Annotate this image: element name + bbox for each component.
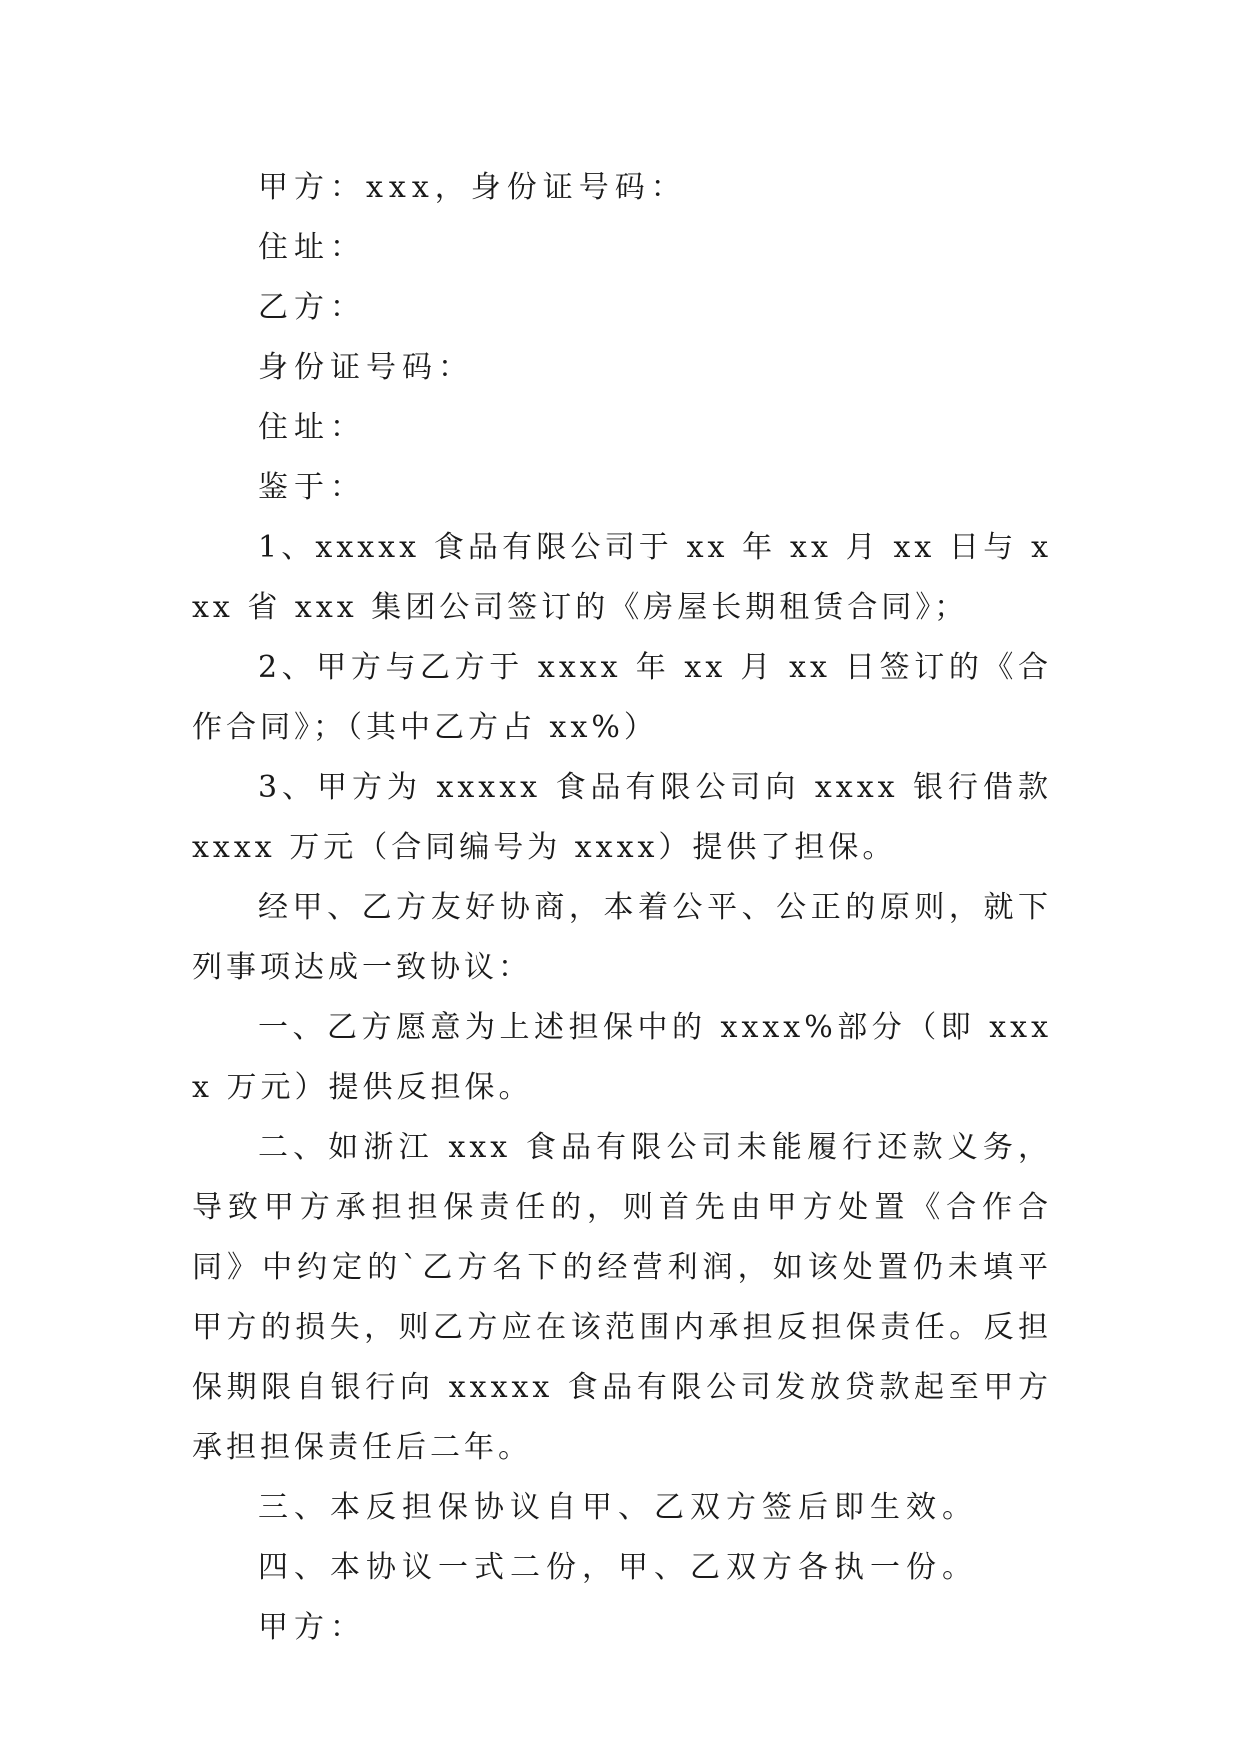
party-a-address-line: 住址： [258, 230, 366, 265]
party-a-signature-line: 甲方： [258, 1610, 366, 1645]
agreement-preamble: 经甲、乙方友好协商，本着公平、公正的原则，就下列事项达成一致协议： [192, 890, 1052, 985]
clause-3: 三、本反担保协议自甲、乙双方签后即生效。 [258, 1490, 978, 1525]
recital-1: 1、xxxxx 食品有限公司于 xx 年 xx 月 xx 日与 xxx 省 xxx 集团公司签订的《房屋长期租赁合同》； [192, 530, 1052, 625]
clause-2: 二、如浙江 xxx 食品有限公司未能履行还款义务，导致甲方承担担保责任的，则首先由甲方处置《合作合同》中约定的`乙方名下的经营利润，如该处置仍未填平甲方的损失，则乙方应在该范围内承担反担保责任。反担保期限自银行向 xxxxx 食品有限公司发放贷款起至甲方承担担保责任后二年。 [192, 1130, 1052, 1465]
party-b-line: 乙方： [258, 290, 366, 325]
whereas-heading: 鉴于： [258, 470, 366, 505]
party-b-id-line: 身份证号码： [258, 350, 474, 385]
clause-4: 四、本协议一式二份，甲、乙双方各执一份。 [258, 1550, 978, 1585]
party-a-id-line: 甲方：xxx，身份证号码： [258, 170, 687, 205]
recital-2: 2、甲方与乙方于 xxxx 年 xx 月 xx 日签订的《合作合同》；（其中乙方占 xx%） [192, 650, 1052, 745]
document-body [192, 158, 1052, 1658]
clause-1: 一、乙方愿意为上述担保中的 xxxx%部分（即 xxxx 万元）提供反担保。 [192, 1010, 1052, 1105]
recital-3: 3、甲方为 xxxxx 食品有限公司向 xxxx 银行借款 xxxx 万元（合同编号为 xxxx）提供了担保。 [192, 770, 1052, 865]
party-b-address-line: 住址： [258, 410, 366, 445]
